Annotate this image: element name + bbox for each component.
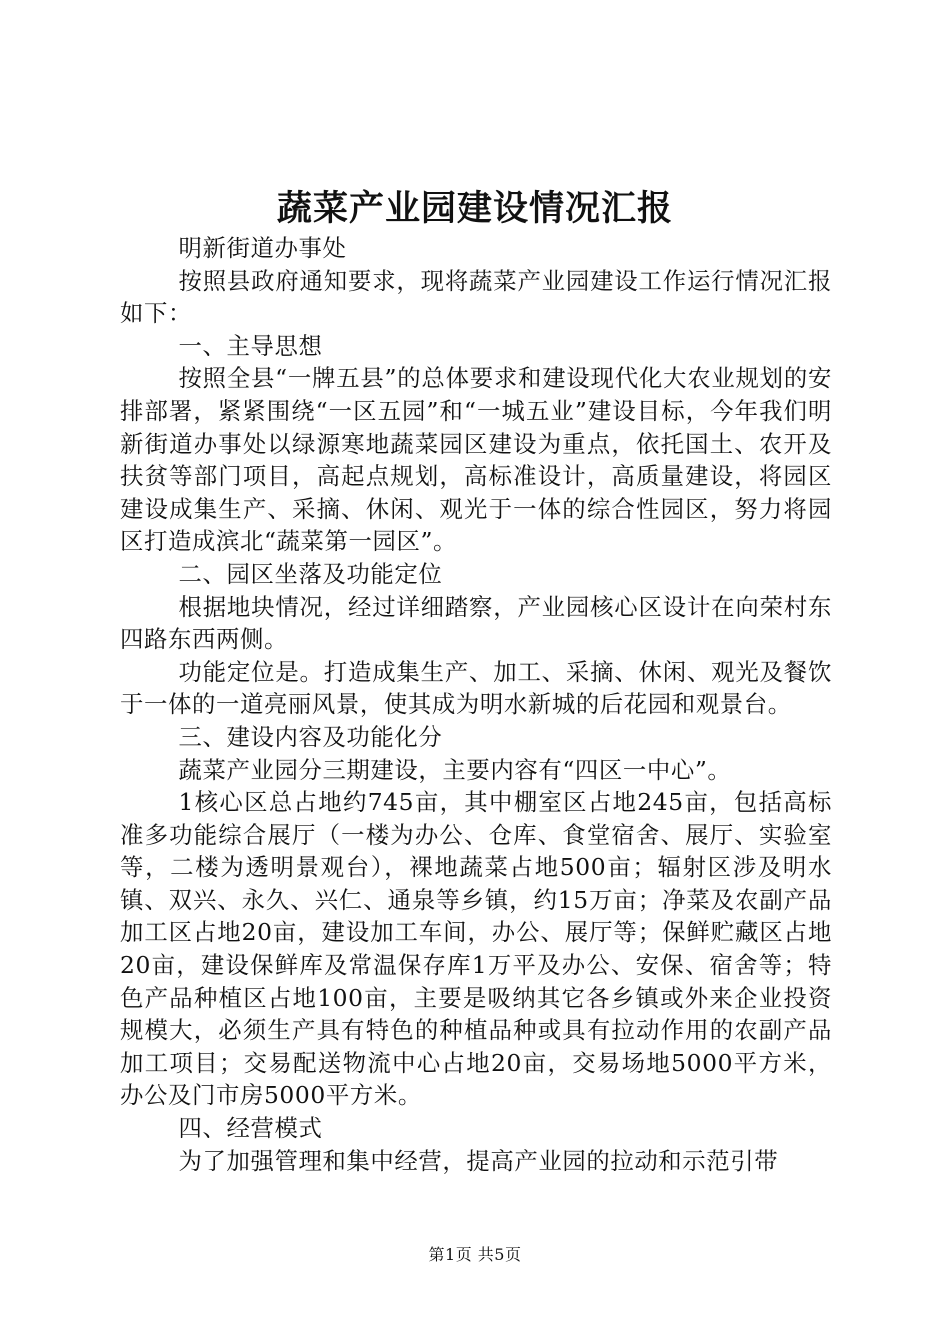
document-body	[120, 232, 832, 1177]
paragraph-function: 功能定位是。打造成集生产、加工、采摘、休闲、观光及餐饮于一体的一道亮丽风景，使其成为明水新城的后花园和观景台。	[120, 657, 832, 719]
document-title: 蔬菜产业园建设情况汇报	[276, 188, 673, 229]
paragraph-operation: 为了加强管理和集中经营，提高产业园的拉动和示范引带	[178, 1146, 779, 1175]
paragraph-core-area: 1核心区总占地约745亩，其中棚室区占地245亩，包括高标准多功能综合展厅（一楼为办公、仓库、食堂宿舍、展厅、实验室等，二楼为透明景观台），裸地蔬菜占地500亩；辐射区涉及明水镇、双兴、永久、兴仁、通泉等乡镇，约15万亩；净菜及农副产品加工区占地20亩，建设加工车间，办公、展厅等；保鲜贮藏区占地20亩，建设保鲜库及常温保存库1万平及办公、安保、宿舍等；特色产品种植区占地100亩，主要是吸纳其它各乡镇或外来企业投资规模大，必须生产具有特色的种植品种或具有拉动作用的农副产品加工项目；交易配送物流中心占地20亩，交易场地5000平方米，办公及门市房5000平方米。	[120, 788, 832, 1110]
paragraph-issuer: 明新街道办事处	[178, 234, 347, 262]
section-heading-4: 四、经营模式	[178, 1114, 323, 1143]
paragraph-guiding-thought: 按照全县“一牌五县”的总体要求和建设现代化大农业规划的安排部署，紧紧围绕“一区五园”和“一城五业”建设目标，今年我们明新街道办事处以绿源寒地蔬菜园区建设为重点，依托国土、农开及扶贫等部门项目，高起点规划，高标准设计，高质量建设，将园区建设成集生产、采摘、休闲、观光于一体的综合性园区，努力将园区打造成滨北“蔬菜第一园区”。	[120, 364, 832, 556]
section-heading-1: 一、主导思想	[178, 331, 323, 360]
paragraph-phases: 蔬菜产业园分三期建设，主要内容有“四区一中心”。	[178, 755, 732, 784]
section-heading-2: 二、园区坐落及功能定位	[178, 559, 443, 588]
paragraph-intro: 按照县政府通知要求，现将蔬菜产业园建设工作运行情况汇报如下：	[120, 266, 832, 328]
section-heading-3: 三、建设内容及功能化分	[178, 722, 443, 751]
paragraph-location: 根据地块情况，经过详细踏察，产业园核心区设计在向荣村东四路东西两侧。	[120, 592, 832, 654]
page-number-footer: 第1页 共5页	[428, 1245, 522, 1264]
